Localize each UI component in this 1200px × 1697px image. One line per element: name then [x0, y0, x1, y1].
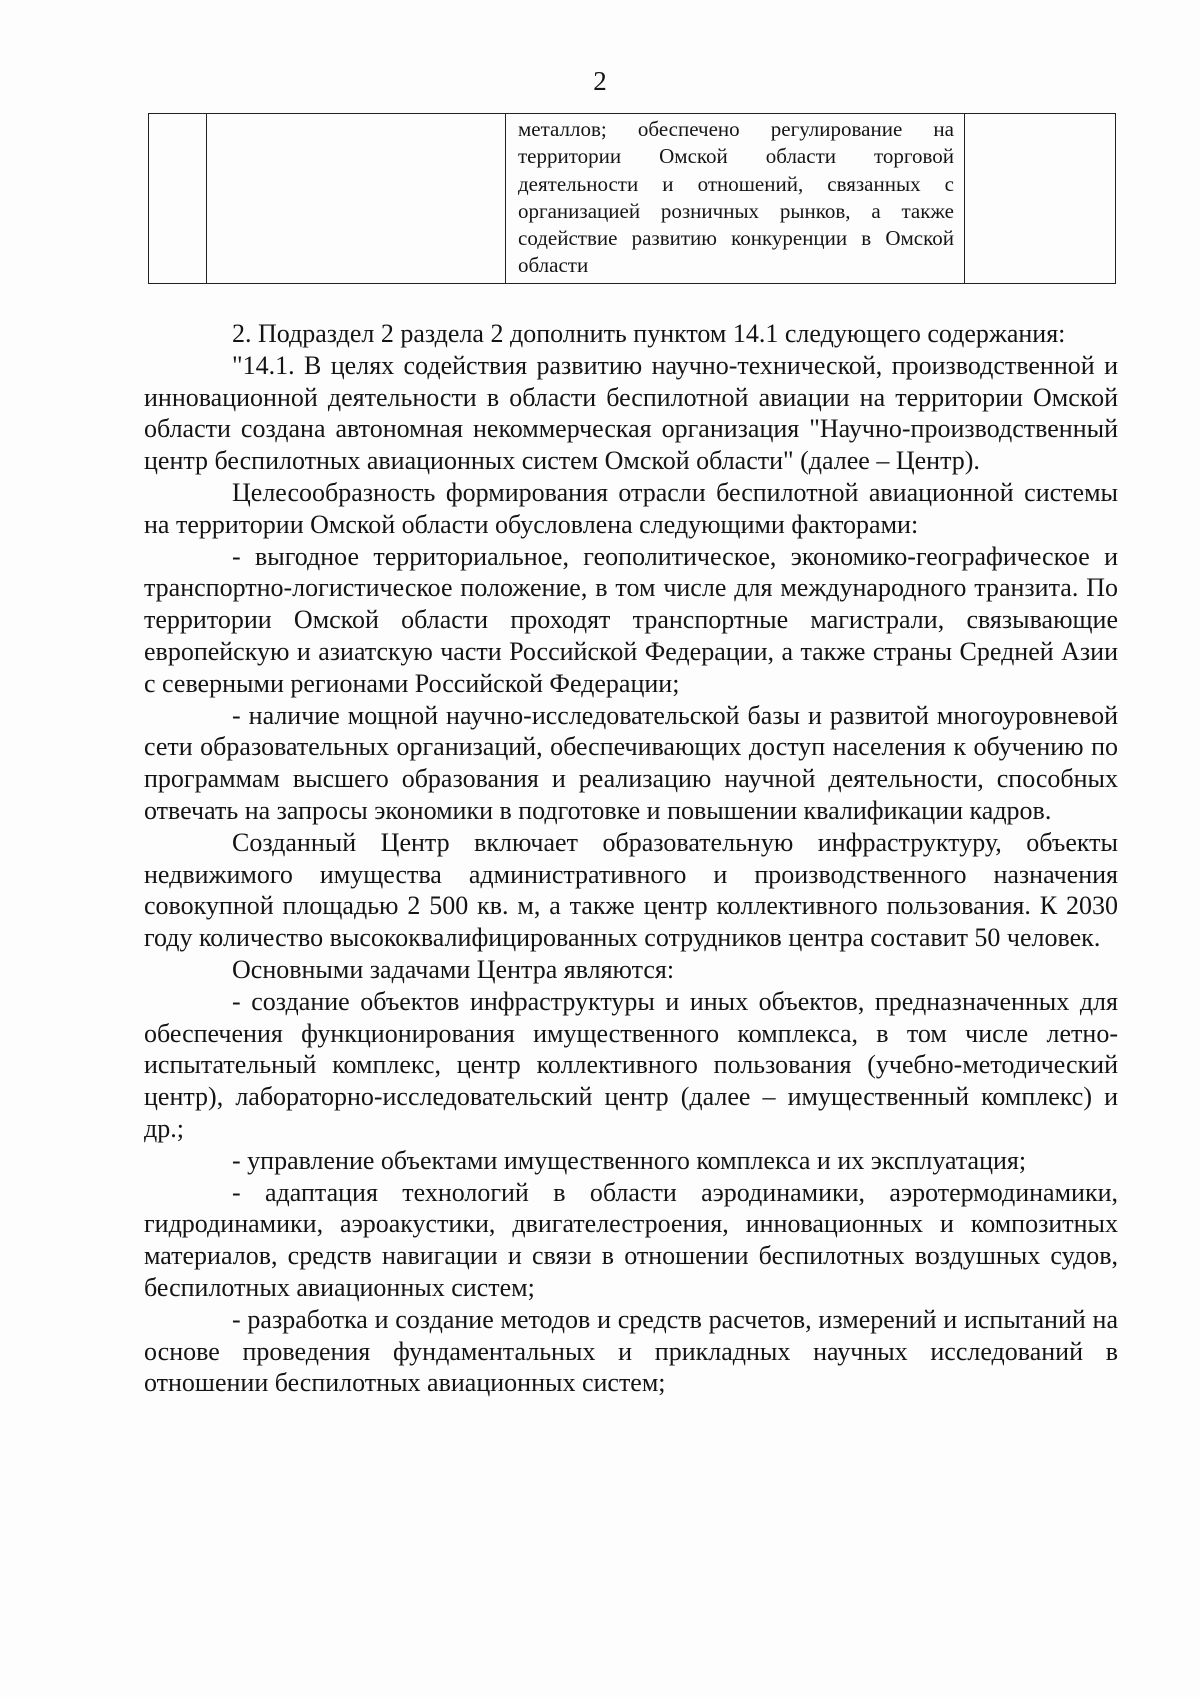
table-cell-name — [207, 114, 506, 284]
paragraph-amendment: 2. Подраздел 2 раздела 2 дополнить пунктом 14.1 следующего содержания: — [232, 319, 1066, 348]
continued-table — [148, 113, 1116, 284]
table-cell-text: металлов; обеспечено регулирование на территории Омской области торговой деятельности и отношений, связанных с организацией розничных рынков, а также содействие развитию конкуренции в Омской области — [518, 117, 954, 278]
list-item-location: - выгодное территориальное, геополитическое, экономико-географическое и транспортно-логистическое положение, в том числе для международного транзита. По территории Омской области проходят транспортные магистрали, связывающие европейскую и азиатскую части Российской Федерации, а также страны Средней Азии с северными регионами Российской Федерации; — [144, 541, 1118, 698]
paragraph-tasks-heading: Основными задачами Центра являются: — [232, 954, 675, 984]
table-cell-extra — [965, 114, 1116, 284]
list-item-research-base: - наличие мощной научно-исследовательской базы и развитой многоуровневой сети образовательных организаций, обеспечивающих доступ населения к обучению по программам высшего образования и реализацию научной деятельности, способных отвечать на запросы экономики в подготовке и повышении квалификации кадров. — [144, 700, 1118, 825]
table-cell-description — [506, 114, 965, 284]
table-cell-number — [149, 114, 207, 284]
list-item-methods: - разработка и создание методов и средств расчетов, измерений и испытаний на основе проведения фундаментальных и прикладных научных исследований в отношении беспилотных авиационных систем; — [144, 1304, 1118, 1398]
list-item-management: - управление объектами имущественного комплекса и их эксплуатация; — [232, 1145, 1027, 1175]
paragraph-center-description: Созданный Центр включает образовательную инфраструктуру, объекты недвижимого имущества административного и производственного назначения совокупной площадью 2 500 кв. м, а также центр коллективного пользования. К 2030 году количество высококвалифицированных сотрудников центра составит 50 человек. — [144, 827, 1118, 953]
page-number: 2 — [593, 66, 607, 96]
list-item-infrastructure: - создание объектов инфраструктуры и иных объектов, предназначенных для обеспечения функционирования имущественного комплекса, в том числе летно-испытательный комплекс, центр коллективного пользования (учебно-методический центр), лабораторно-исследовательский центр (далее – имущественный комплекс) и др.; — [144, 986, 1118, 1143]
paragraph-rationale: Целесообразность формирования отрасли беспилотной авиационной системы на территории Омской области обусловлена следующими факторами: — [144, 477, 1118, 539]
document-body — [144, 318, 1118, 1399]
paragraph-14-1: "14.1. В целях содействия развитию научно-технической, производственной и инновационной деятельности в области беспилотной авиации на территории Омской области создана автономная некоммерческая организация "Научно-производственный центр беспилотных авиационных систем Омской области" (далее – Центр). — [144, 350, 1118, 476]
list-item-technology: - адаптация технологий в области аэродинамики, аэротермодинамики, гидродинамики, аэроакустики, двигателестроения, инновационных и композитных материалов, средств навигации и связи в отношении беспилотных воздушных судов, беспилотных авиационных систем; — [144, 1177, 1118, 1302]
table-row — [149, 114, 1116, 284]
